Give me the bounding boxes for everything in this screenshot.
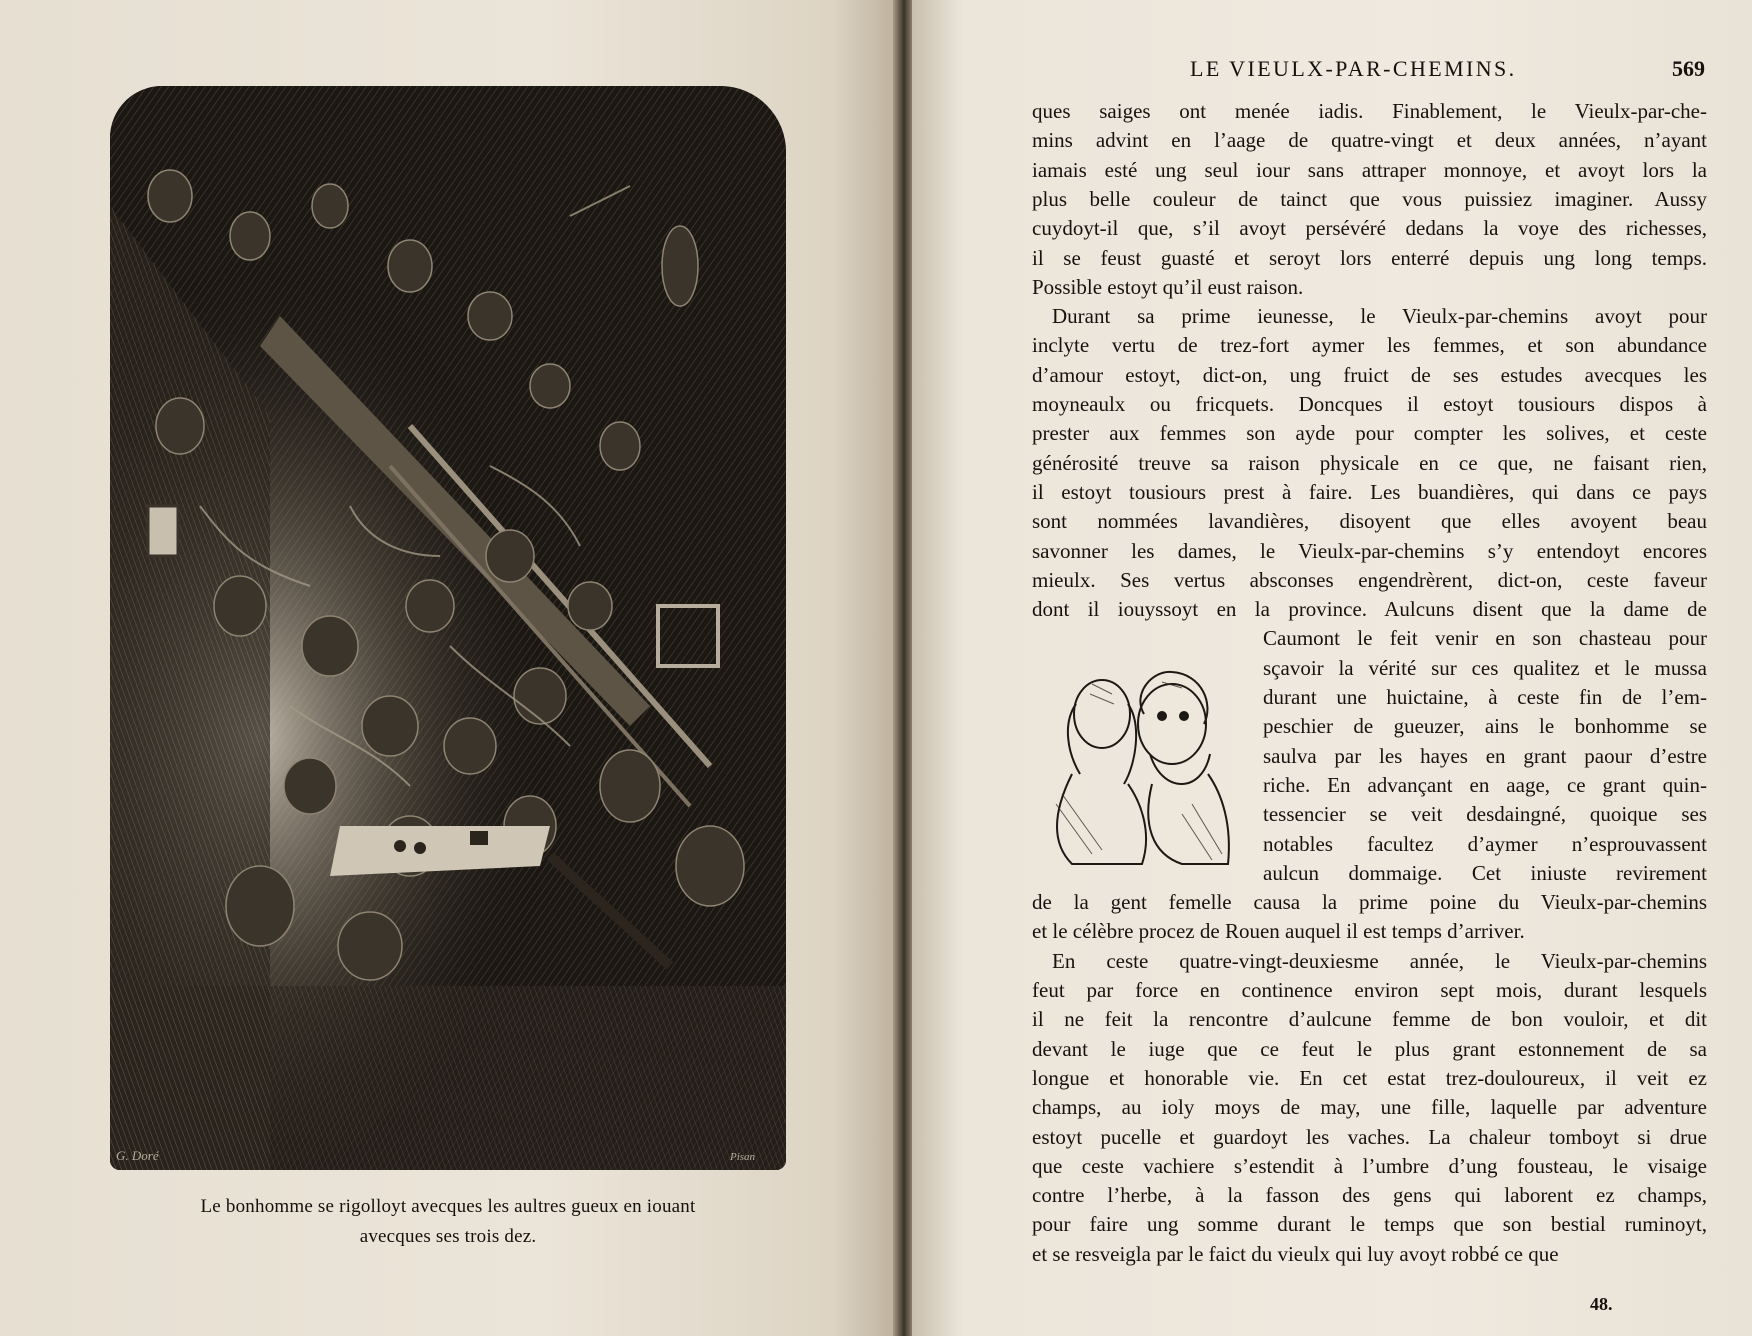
engraver-signature: Pisan <box>730 1151 756 1163</box>
running-head: LE VIEULX-PAR-CHEMINS. <box>1190 56 1517 81</box>
text-line: inclyte vertu de trez-fort aymer les femmes, et son abundance <box>1032 333 1707 357</box>
artist-signature: G. Doré <box>116 1148 159 1163</box>
caption-line: avecques ses trois dez. <box>359 1226 537 1247</box>
text-line: et le célèbre procez de Rouen auquel il est temps d’arriver. <box>1032 919 1525 943</box>
text-line: dont il iouyssoyt en la province. Aulcuns disent que la dame de <box>1032 597 1707 621</box>
text-line: feut par force en continence environ sept mois, durant lesquels <box>1032 978 1707 1002</box>
text-line: il estoyt tousiours prest à faire. Les buandières, qui dans ce pays <box>1032 480 1707 504</box>
text-line: peschier de gueuzer, ains le bonhomme se <box>1263 714 1707 738</box>
text-line: savonner les dames, le Vieulx-par-chemins s’y entendoyt encores <box>1032 539 1707 563</box>
text-line: plus belle couleur de tainct que vous puissiez imaginer. Aussy <box>1032 187 1707 211</box>
text-line: pour faire ung somme durant le temps que son bestial ruminoyt, <box>1032 1212 1707 1236</box>
text-line: longue et honorable vie. En cet estat trez-douloureux, il veit ez <box>1032 1066 1707 1090</box>
text-line: de la gent femelle causa la prime poine du Vieulx-par-chemins <box>1032 890 1707 914</box>
illustration-caption <box>110 1192 786 1252</box>
engraving-illustration <box>110 86 786 1170</box>
text-line: prester aux femmes son ayde pour compter les solives, et ceste <box>1032 421 1707 445</box>
text-line: et se resveigla par le faict du vieulx qui luy avoyt robbé ce que <box>1032 1242 1559 1266</box>
text-line: moyneaulx ou fricquets. Doncques il estoyt tousiours dispos à <box>1032 392 1707 416</box>
text-line: iamais esté ung seul iour sans attraper monnoye, et avoyt lors la <box>1032 158 1707 182</box>
text-line: sont nommées lavandières, disoyent que elles avoyent beau <box>1032 509 1707 533</box>
vignette-illustration <box>1032 654 1238 872</box>
text-line: générosité treuve sa raison physicale en ce que, ne faisant rien, <box>1032 451 1707 475</box>
text-line: En ceste quatre-vingt-deuxiesme année, le Vieulx-par-chemins <box>1052 949 1707 973</box>
text-line: Possible estoyt qu’il eust raison. <box>1032 275 1304 299</box>
text-line: mieulx. Ses vertus absconses engendrèrent, dict-on, ceste faveur <box>1032 568 1707 592</box>
text-line: mins advint en l’aage de quatre-vingt et deux années, n’ayant <box>1032 128 1707 152</box>
signature-mark: 48. <box>1590 1294 1613 1314</box>
caption-line: Le bonhomme se rigolloyt avecques les aultres gueux en iouant <box>200 1196 696 1217</box>
text-line: notables facultez d’aymer n’esprouvassent <box>1263 832 1707 856</box>
text-line: ques saiges ont menée iadis. Finablement, le Vieulx-par-che- <box>1032 99 1707 123</box>
text-line: devant le iuge que ce feut le plus grant estonnement de sa <box>1032 1037 1707 1061</box>
text-line: d’amour estoyt, dict-on, ung fruict de ses estudes avecques les <box>1032 363 1707 387</box>
text-line: estoyt pucelle et guardoyt les vaches. La chaleur tomboyt si drue <box>1032 1125 1707 1149</box>
text-line: champs, au ioly moys de may, une fille, laquelle par adventure <box>1032 1095 1707 1119</box>
text-line: contre l’herbe, à la fasson des gens qui laborent ez champs, <box>1032 1183 1707 1207</box>
page-number: 569 <box>1672 56 1705 81</box>
text-line: il ne feit la rencontre d’aulcune femme de bon vouloir, et dit <box>1032 1007 1707 1031</box>
text-line: saulva par les hayes en grant paour d’estre <box>1263 744 1707 768</box>
text-line: sçavoir la vérité sur ces qualitez et le mussa <box>1263 656 1707 680</box>
text-line: Caumont le feit venir en son chasteau pour <box>1263 626 1707 650</box>
text-line: tessencier se veit desdaingné, quoique ses <box>1263 802 1707 826</box>
text-line: Durant sa prime ieunesse, le Vieulx-par-chemins avoyt pour <box>1052 304 1707 328</box>
text-line: riche. En advançant en aage, ce grant quin- <box>1263 773 1707 797</box>
text-line: il se feust guasté et seroyt lors enterré depuis ung long temps. <box>1032 246 1707 270</box>
text-line: que ceste vachiere s’estendit à l’umbre d’ung fousteau, le visaige <box>1032 1154 1707 1178</box>
text-line: cuydoyt-il que, s’il avoyt persévéré dedans la voye des richesses, <box>1032 216 1707 240</box>
text-line: durant une huictaine, à ceste fin de l’em- <box>1263 685 1707 709</box>
text-line: aulcun dommaige. Cet iniuste revirement <box>1263 861 1707 885</box>
